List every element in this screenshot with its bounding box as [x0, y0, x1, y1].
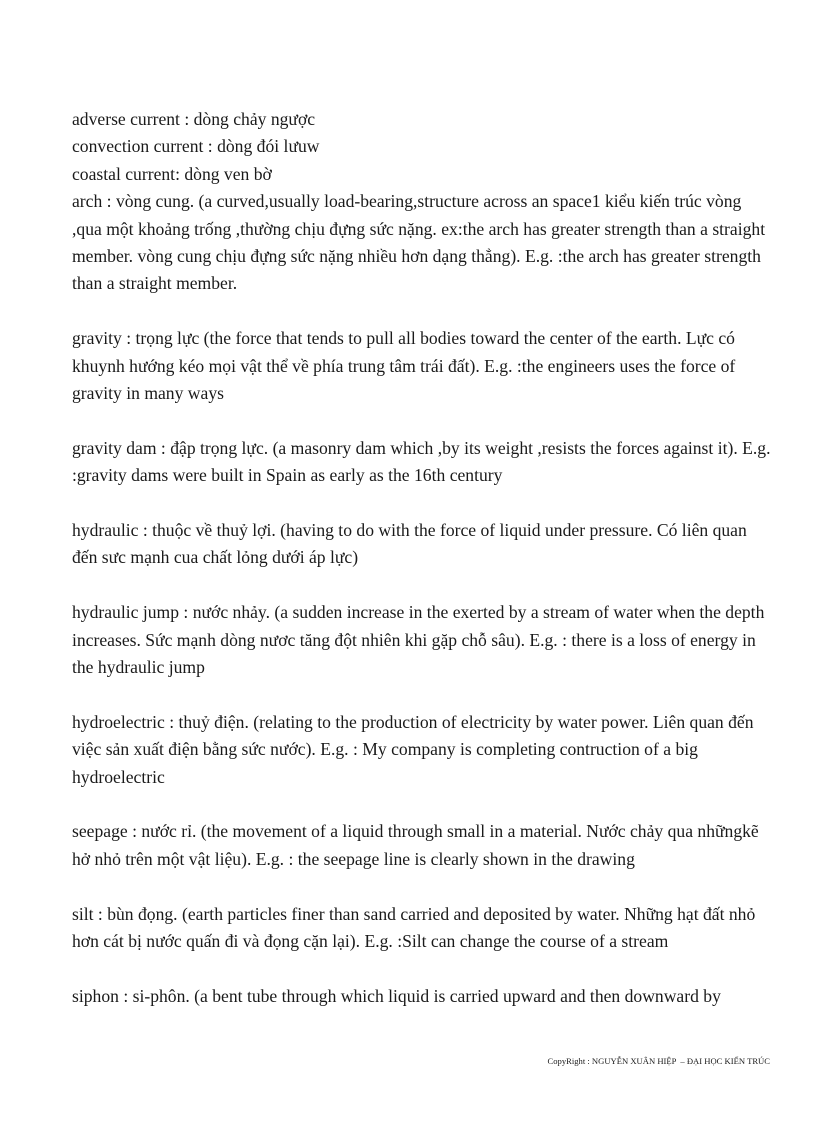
paragraph-gap	[72, 407, 772, 434]
paragraph-gap	[72, 572, 772, 599]
entry-silt: silt : bùn đọng. (earth particles finer than sand carried and deposited by water. Những hạt đất nhỏ hơn cát bị nước quấn đi và đọng cặn lại). E.g. :Silt can change the course of a stream	[72, 903, 756, 952]
entry-siphon: siphon : si-phôn. (a bent tube through which liquid is carried upward and then downward by	[72, 985, 721, 1006]
paragraph-gap	[72, 955, 772, 982]
glossary-body	[72, 106, 772, 1010]
entry-hydraulic-jump: hydraulic jump : nước nhảy. (a sudden increase in the exerted by a stream of water when the depth increases. Sức mạnh dòng nươc tăng đột nhiên khi gặp chỗ sâu). E.g. : there is a loss of energy in the hydraulic jump	[72, 602, 765, 678]
entry-coastal-current: coastal current: dòng ven bờ	[72, 163, 272, 184]
paragraph-gap	[72, 681, 772, 708]
copyright-footer: CopyRight : NGUYỄN XUÂN HIỆP – ĐẠI HỌC KIẾN TRÚC	[547, 1056, 770, 1066]
paragraph-gap	[72, 791, 772, 818]
paragraph-gap	[72, 298, 772, 325]
entry-hydroelectric: hydroelectric : thuỷ điện. (relating to the production of electricity by water power. Liên quan đến việc sản xuất điện bằng sức nước). E.g. : My company is completing contruction of a big hydroelectric	[72, 711, 754, 787]
entry-gravity: gravity : trọng lực (the force that tends to pull all bodies toward the center of the earth. Lực có khuynh hướng kéo mọi vật thể về phía trung tâm trái đất). E.g. :the engineers uses the force of gravity in many ways	[72, 328, 736, 404]
entry-gravity-dam: gravity dam : đập trọng lực. (a masonry dam which ,by its weight ,resists the forces against it). E.g. :gravity dams were built in Spain as early as the 16th century	[72, 437, 771, 486]
entry-seepage: seepage : nước rỉ. (the movement of a liquid through small in a material. Nước chảy qua nhữngkẽ hở nhỏ trên một vật liệu). E.g. : the seepage line is clearly shown in the drawing	[72, 821, 759, 869]
paragraph-gap	[72, 873, 772, 900]
paragraph-gap	[72, 490, 772, 517]
entry-adverse-current: adverse current : dòng chảy ngược	[72, 109, 316, 129]
entry-convection-current: convection current : dòng đói lưuw	[72, 136, 320, 157]
entry-hydraulic: hydraulic : thuộc về thuỷ lợi. (having to do with the force of liquid under pressure. Có liên quan đến sưc mạnh cua chất lỏng dưới áp lực)	[72, 520, 747, 568]
entry-arch: arch : vòng cung. (a curved,usually load-bearing,structure across an space1 kiểu kiến trúc vòng ,qua một khoảng trống ,thường chịu đựng sức nặng. ex:the arch has greater strength than a straight member. vòng cung chịu đựng sức nặng nhiều hơn dạng thẳng). E.g. :the arch has greater strength than a straight member.	[72, 191, 766, 294]
